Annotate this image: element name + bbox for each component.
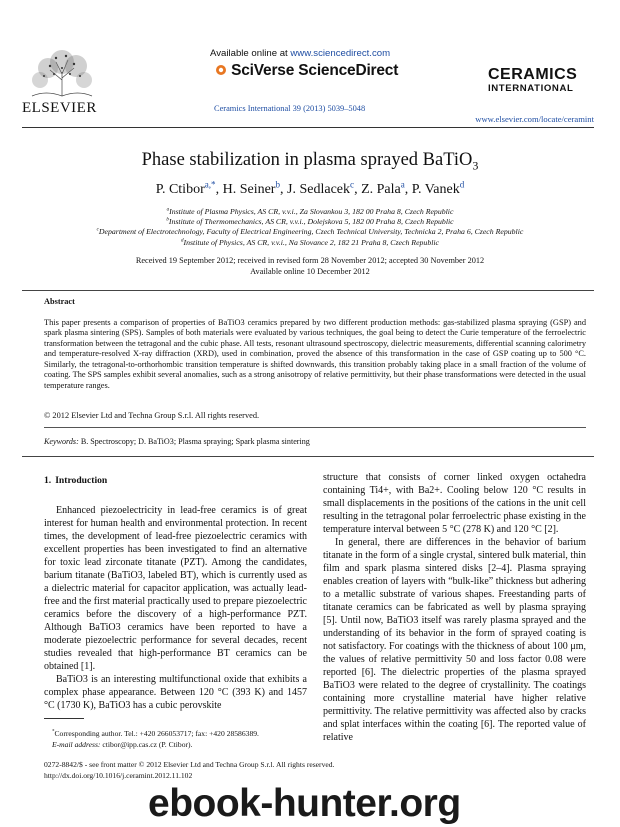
- author-separator: ,: [404, 182, 412, 197]
- article-title: [0, 150, 620, 171]
- sciverse-icon: [215, 64, 227, 76]
- affiliation-line: [0, 207, 620, 217]
- author-list: [0, 179, 620, 198]
- available-prefix: Available online at: [210, 48, 291, 59]
- author-affiliation-mark[interactable]: d: [459, 179, 465, 190]
- author-name: H. Seiner: [222, 182, 276, 197]
- journal-logo-line1: CERAMICS: [488, 66, 578, 83]
- affiliation-text: Institute of Physics, AS CR, v.v.i., Na Slovance 2, 182 21 Praha 8, Czech Republic: [183, 237, 440, 247]
- issn-line: 0272-8842/$ - see front matter © 2012 Elsevier Ltd and Techna Group S.r.l. All rights reserved.: [44, 760, 335, 769]
- email-line: [52, 740, 259, 751]
- available-online-line: [210, 48, 390, 59]
- journal-url-link[interactable]: www.elsevier.com/locate/ceramint: [475, 114, 594, 124]
- sciverse-logo-text: [215, 62, 398, 80]
- journal-citation[interactable]: Ceramics International 39 (2013) 5039–5048: [214, 104, 366, 113]
- affiliation-text: Institute of Plasma Physics, AS CR, v.v.i., Za Slovankou 3, 182 00 Praha 8, Czech Republic: [169, 207, 454, 216]
- available-online-date: Available online 10 December 2012: [250, 266, 370, 276]
- footnote-divider: [44, 718, 84, 719]
- author-affiliation-mark[interactable]: a: [400, 179, 405, 190]
- paragraph: Enhanced piezoelectricity in lead-free ceramics is of great interest for human health and environmental protection. In recent times, the development of lead-free piezoelectric ceramics with excellent properties has been investigated to find an alternative for toxic lead zirconate titanate (PZT). Among the candidates, barium titanate (BaTiO3, labeled BT), which is currently used as a dielectric material for capacitor application, was actually lead-free and the first material practically used to prepare piezoelectric ceramics before the discovery of a high-performance PZT. Although BaTiO3 ceramics have been reported to have a moderate piezoelectric performance for several decades, recent studies revealed that high-performance BT ceramics can be obtained [1].: [44, 505, 307, 672]
- paragraph: In general, there are differences in the behavior of barium titanate in the form of a single crystal, sintered bulk material, thin film and spark plasma sintered disks [2–4]. Plasma spraying enables creation of layers with “bulk-like” thickness but adhering to a metallic substrate of various shapes. Freestanding parts of titanate ceramics can be fabricated as well by plasma spraying [5]. Until now, BaTiO3 itself was rarely plasma sprayed and the understanding of its behavior in the form of sprayed coating is not satisfactory. For coatings with the thickness of about 100 μm, the values of relative permittivity 50 and loss factor 0.08 were reported [6]. The dielectric properties of the plasma sprayed BaTiO3 were related to the degree of crystallinity. The coatings containing more crystalline material have higher relative permittivity. The relative permittivity was affected also by cracks and splat interfaces within the coating [6]. The reported value of relative: [323, 537, 586, 743]
- doi-link[interactable]: http://dx.doi.org/10.1016/j.ceramint.2012.11.102: [44, 770, 193, 780]
- author-affiliation-mark[interactable]: c: [350, 179, 355, 190]
- keywords: [44, 437, 310, 446]
- section-title: Introduction: [55, 475, 108, 486]
- keywords-divider: [44, 427, 586, 428]
- journal-logo-line2: INTERNATIONAL: [488, 83, 574, 94]
- author-affiliation-mark[interactable]: b: [275, 179, 281, 190]
- affiliations: [0, 207, 620, 248]
- author-name: P. Vanek: [411, 182, 460, 197]
- affiliation-mark: a: [166, 206, 170, 213]
- author-affiliation-mark[interactable]: a,*: [204, 179, 216, 190]
- email-address[interactable]: ctibor@ipp.cas.cz (P. Ctibor).: [102, 739, 193, 749]
- section-number: 1.: [44, 475, 52, 486]
- keywords-label: Keywords:: [44, 437, 79, 446]
- elsevier-tree-logo: [26, 46, 98, 98]
- abstract-top-divider: [22, 290, 594, 291]
- affiliation-mark: c: [96, 226, 99, 233]
- right-column: [323, 471, 586, 744]
- affiliation-line: [0, 217, 620, 227]
- affiliation-line: [0, 227, 620, 237]
- watermark-text: ebook-hunter.org: [148, 782, 461, 825]
- keywords-text: B. Spectroscopy; D. BaTiO3; Plasma spraying; Spark plasma sintering: [80, 437, 310, 446]
- footnote: [52, 729, 259, 750]
- title-main: Phase stabilization in plasma sprayed BaTiO: [141, 150, 473, 170]
- sciverse-name: SciVerse ScienceDirect: [231, 62, 399, 79]
- abstract-copyright: © 2012 Elsevier Ltd and Techna Group S.r.l. All rights reserved.: [44, 411, 260, 420]
- corresponding-author-text: Corresponding author. Tel.: +420 266053717; fax: +420 28586389.: [54, 729, 259, 738]
- email-label: E-mail address:: [52, 739, 101, 749]
- author-separator: ,: [215, 182, 223, 197]
- author-separator: ,: [280, 182, 288, 197]
- author-name: Z. Pala: [361, 182, 401, 197]
- body-top-divider: [22, 456, 594, 457]
- author-name: P. Ctibor: [155, 182, 205, 197]
- author-name: J. Sedlacek: [287, 182, 351, 197]
- ceramics-international-logo: [488, 67, 577, 94]
- corresponding-author: [52, 729, 259, 740]
- elsevier-wordmark: ELSEVIER: [22, 100, 97, 116]
- sciencedirect-link[interactable]: www.sciencedirect.com: [290, 48, 391, 59]
- left-column: [44, 474, 307, 712]
- abstract-text: This paper presents a comparison of properties of BaTiO3 ceramics prepared by two different production methods: gas-stabilized plasma spraying (GSP) and spark plasma sintering (SPS). Samples of both materials were evaluated by various techniques, the goal being to detect the Curie temperature of the ferroelectric transformation between the tetragonal and the cubic phase. All tests, resonant ultrasound spectroscopy, dielectric measurements, differential scanning calorimetry and temperature-resolved X-ray diffraction (XRD), used in combination, proved the absence of this transformation in the case of GSP coating up to 500 °C. Similarly, the tetragonal-to-orthorhombic transition temperature is shifted downwards, this transition probably taking place in a small fraction of the volume of coating. The SPS samples exhibit several anomalies, such as a strong anisotropy of relative permittivity, but their phase transformations were detected in the usual temperature ranges.: [44, 318, 586, 390]
- header-divider: [22, 127, 594, 128]
- front-matter-info: [44, 760, 334, 781]
- paragraph: structure that consists of corner linked oxygen octahedra containing Ti4+, with Ba2+. Cooling below 120 °C results in small displacements in the positions of the cations in the unit cell resulting in the tetragonal polar ferroelectric phase existing in the temperature interval between 5 °C (278 K) and 120 °C [2].: [323, 472, 586, 535]
- affiliation-line: [0, 238, 620, 248]
- affiliation-mark: d: [180, 237, 184, 244]
- author-separator: ,: [354, 182, 362, 197]
- affiliation-text: Department of Electrotechnology, Faculty of Electrical Engineering, Czech Technical University, Technicka 2, Praha 6, Czech Republic: [98, 227, 524, 237]
- paragraph: BaTiO3 is an interesting multifunctional oxide that exhibits a complex phase appearance. Between 120 °C (393 K) and 1457 °C (1730 K), BaTiO3 has a cubic perovskite: [44, 674, 307, 711]
- footnote-symbol: *: [52, 729, 55, 735]
- title-subscript: 3: [472, 158, 479, 173]
- article-history: [0, 256, 620, 277]
- affiliation-mark: b: [166, 216, 169, 223]
- affiliation-text: Institute of Thermomechanics, AS CR, v.v.i., Dolejskova 5, 182 00 Praha 8, Czech Republic: [168, 217, 454, 227]
- received-line: Received 19 September 2012; received in revised form 28 November 2012; accepted 30 November 2012: [135, 256, 485, 265]
- abstract-heading: Abstract: [44, 297, 75, 306]
- section-heading: [44, 474, 307, 487]
